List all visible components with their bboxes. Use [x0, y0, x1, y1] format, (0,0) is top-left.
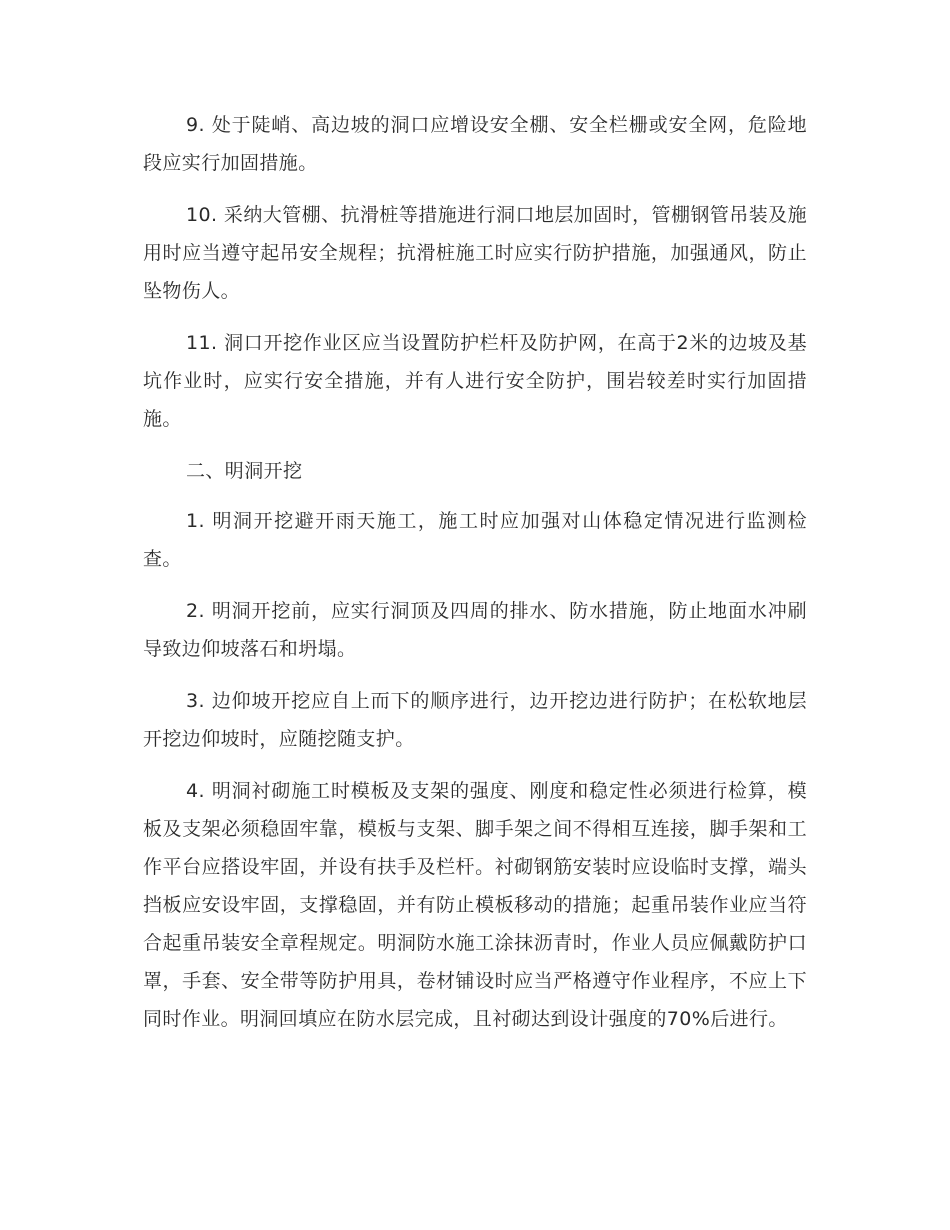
paragraph-item-9: 9. 处于陡峭、高边坡的洞口应增设安全棚、安全栏栅或安全网，危险地段应实行加固措施。: [143, 114, 807, 174]
paragraph-item-4: 4. 明洞衬砌施工时模板及支架的强度、刚度和稳定性必须进行检算，模板及支架必须稳固牢靠，模板与支架、脚手架之间不得相互连接，脚手架和工作平台应搭设牢固，并设有扶手及栏杆。衬砌钢筋安装时应设临时支撑，端头挡板应安设牢固，支撑稳固，并有防止模板移动的措施；起重吊装作业应当符合起重吊装安全章程规定。明洞防水施工涂抹沥青时，作业人员应佩戴防护口罩，手套、安全带等防护用具，卷材铺设时应当严格遵守作业程序，不应上下同时作业。明洞回填应在防水层完成，且衬砌达到设计强度的70%后进行。: [143, 780, 807, 1030]
paragraph-item-1: 1. 明洞开挖避开雨天施工，施工时应加强对山体稳定情况进行监测检查。: [143, 510, 807, 570]
paragraph-item-10: 10. 采纳大管棚、抗滑桩等措施进行洞口地层加固时，管棚钢管吊装及施用时应当遵守起吊安全规程；抗滑桩施工时应实行防护措施，加强通风，防止坠物伤人。: [143, 204, 807, 302]
paragraph-item-11: 11. 洞口开挖作业区应当设置防护栏杆及防护网，在高于2米的边坡及基坑作业时，应实行安全措施，并有人进行安全防护，围岩较差时实行加固措施。: [143, 332, 807, 430]
paragraph-item-3: 3. 边仰坡开挖应自上而下的顺序进行，边开挖边进行防护；在松软地层开挖边仰坡时，应随挖随支护。: [143, 690, 807, 750]
paragraph-item-2: 2. 明洞开挖前，应实行洞顶及四周的排水、防水措施，防止地面水冲刷导致边仰坡落石和坍塌。: [143, 600, 807, 660]
document-body: [143, 106, 807, 1052]
section-heading: 二、明洞开挖: [186, 460, 303, 482]
